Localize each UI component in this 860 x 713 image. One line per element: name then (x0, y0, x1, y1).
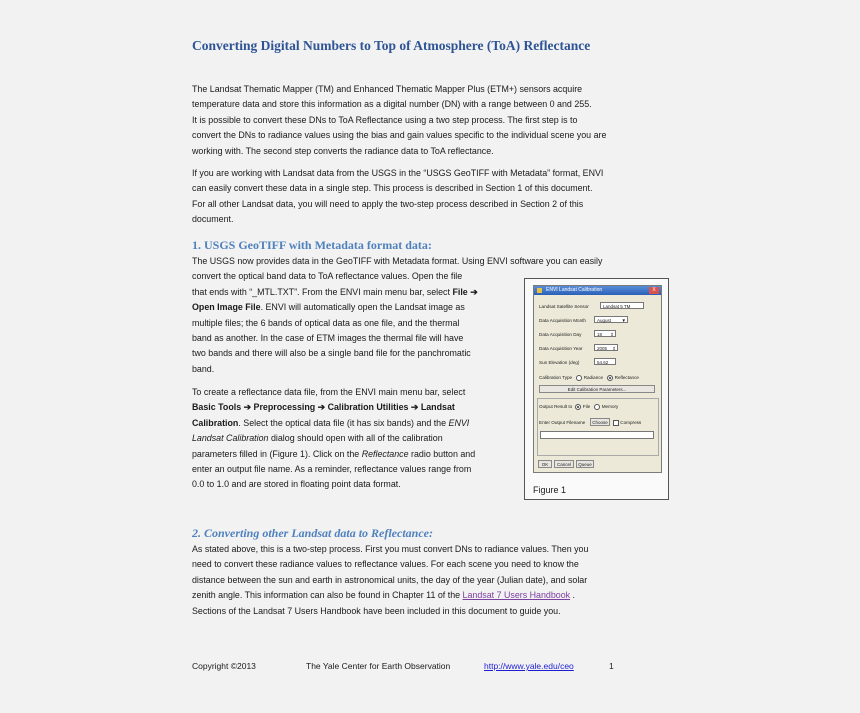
paragraph-text: radio button and (408, 448, 476, 459)
arrow-icon: ➔ (410, 402, 419, 413)
menu-calibration-utilities: Calibration Utilities (327, 402, 409, 413)
intro-line: convert the DNs to radiance values using the bias and gain values specific to the individual scene you are (192, 130, 607, 141)
paragraph-text: that ends with “_MTL.TXT”. From the ENVI main menu bar, select (192, 286, 453, 297)
footer-page-number: 1 (609, 661, 614, 671)
field-label: Data Acquisition Year (539, 346, 583, 351)
paragraph-line: As stated above, this is a two-step process. First you must convert DNs to radiance values. Then you (192, 544, 589, 554)
paragraph-line: need to convert these radiance values to reflectance values. For each scene you need to know the (192, 559, 579, 570)
paragraph-text: . Select the optical data file (it has six bands) and the (238, 417, 449, 428)
menu-calibration: Calibration (192, 417, 239, 428)
enter-output-label: Enter Output Filename (539, 420, 586, 425)
paragraph-text: . ENVI will automatically open the Landsat image as (260, 302, 465, 313)
arrow-icon: ➔ (317, 402, 326, 413)
compress-row (613, 420, 641, 426)
reflectance-radio[interactable] (607, 375, 613, 381)
file-radio[interactable] (575, 404, 581, 410)
paragraph-line: two bands and there will also be a single band file for the panchromatic (192, 348, 471, 359)
intro-line: temperature data and store this information as a digital number (DN) with a range between 0 and 255. (192, 99, 592, 110)
intro-paragraph (192, 82, 662, 159)
paragraph-text: . (570, 590, 576, 601)
file-label: File (582, 404, 591, 410)
menu-basic-tools: Basic Tools (192, 402, 242, 413)
queue-button[interactable]: Queue (576, 460, 594, 468)
paragraph-line (192, 588, 662, 603)
output-filename-input[interactable] (540, 431, 654, 439)
ok-button[interactable]: OK (538, 460, 552, 468)
dialog-window (533, 285, 662, 473)
footer-org: The Yale Center for Earth Observation (306, 661, 451, 671)
paragraph-line: convert the optical band data to ToA reflectance values. Open the file (192, 271, 463, 282)
intro-line: working with. The second step converts the radiance data to ToA reflectance. (192, 145, 494, 156)
menu-preprocessing: Preprocessing (253, 402, 316, 413)
paragraph-line: If you are working with Landsat data from the USGS in the “USGS GeoTIFF with Metadata” format, ENVI (192, 168, 604, 178)
landsat-handbook-link[interactable]: Landsat 7 Users Handbook (462, 590, 571, 601)
arrow-icon: ➔ (470, 286, 478, 297)
cancel-button[interactable]: Cancel (554, 460, 574, 468)
year-stepper[interactable] (594, 344, 618, 351)
section-1-heading: 1. USGS GeoTIFF with Metadata format data: (192, 238, 432, 252)
figure-caption: Figure 1 (533, 485, 567, 495)
section-2-paragraph (192, 542, 662, 619)
paragraph-line: For all other Landsat data, you will need to apply the two-step process described in Section 2 of this (192, 198, 584, 209)
app-icon (537, 288, 542, 293)
footer-url (484, 661, 574, 671)
menu-path (192, 400, 512, 415)
sensor-field[interactable]: Landsat 5 TM (600, 302, 644, 309)
paragraph-line: document. (192, 214, 234, 225)
field-label: Landsat Satellite Sensor (539, 304, 589, 309)
paragraph-line (192, 447, 512, 462)
field-label: Sun Elevation (deg) (539, 360, 580, 365)
intro-line: It is possible to convert these DNs to ToA Reflectance using a two step process. The first step is to (192, 114, 578, 125)
calibration-type-row (539, 375, 639, 381)
paragraph-text: parameters filled in (Figure 1). Click on the (192, 448, 362, 459)
dialog-title: ENVI Landsat Calibration (546, 287, 603, 293)
paragraph-text: dialog should open with all of the calibration (268, 433, 443, 444)
close-button[interactable]: X (649, 287, 659, 294)
paragraph-text: zenith angle. This information can also be found in Chapter 11 of the (192, 590, 463, 601)
month-select[interactable] (594, 316, 628, 323)
paragraph-line: multiple files; the 6 bands of optical data as one file, and the thermal (192, 317, 460, 328)
paragraph-line: can easily convert these data in a single step. This process is described in Section 1 of this document. (192, 183, 593, 194)
paragraph-line (192, 431, 512, 446)
paragraph-line: Sections of the Landsat 7 Users Handbook have been included in this document to guide you. (192, 605, 561, 616)
compress-checkbox[interactable] (613, 420, 619, 426)
paragraph-line (192, 416, 512, 431)
intro-line: The Landsat Thematic Mapper (TM) and Enhanced Thematic Mapper Plus (ETM+) sensors acquire (192, 84, 583, 94)
section-1-paragraph-2 (192, 385, 512, 493)
menu-file: File (452, 286, 468, 297)
dialog-titlebar (534, 286, 661, 295)
paragraph-line: enter an output file name. As a reminder, reflectance values range from (192, 464, 472, 475)
envi-paragraph (192, 166, 662, 228)
sun-elevation-field[interactable]: 54.62 (594, 358, 616, 365)
reflectance-label: Reflectance (614, 375, 639, 381)
field-label: Data Acquisition Day (539, 332, 582, 337)
field-label: Data Acquisition Month (539, 318, 586, 323)
day-stepper[interactable] (594, 330, 616, 337)
paragraph-line: band as another. In the case of ETM images the thermal file will have (192, 333, 464, 344)
paragraph-italic: Landsat Calibration (192, 433, 269, 444)
memory-label: Memory (601, 404, 619, 410)
paragraph-line: distance between the sun and earth in astronomical units, the day of the year (Julian date), and solar (192, 574, 588, 585)
year-value: 2005 (597, 346, 608, 351)
footer-copyright: Copyright ©2013 (192, 661, 256, 671)
edit-calibration-button[interactable]: Edit Calibration Parameters... (539, 385, 655, 393)
memory-radio[interactable] (594, 404, 600, 410)
menu-open-image-file: Open Image File (192, 302, 261, 313)
calibration-type-label: Calibration Type (539, 375, 573, 381)
paragraph-line: The USGS now provides data in the GeoTIFF with Metadata format. Using ENVI software you can easily (192, 256, 603, 266)
section-2-heading (192, 526, 433, 541)
stepper-icon: ⇕ (610, 332, 614, 337)
footer-url-link[interactable]: http://www.yale.edu/ceo (484, 661, 574, 671)
compress-label: Compress (620, 420, 642, 426)
section-2-heading-text: 2. Converting other Landsat data to Reflectance: (192, 526, 433, 540)
month-value: August (597, 318, 612, 323)
radiance-radio[interactable] (576, 375, 582, 381)
paragraph-line: To create a reflectance data file, from the ENVI main menu bar, select (192, 387, 466, 397)
figure-1 (524, 278, 669, 500)
document-title: Converting Digital Numbers to Top of Atmosphere (ToA) Reflectance (192, 38, 591, 53)
choose-button[interactable]: Choose (590, 418, 610, 426)
paragraph-italic: ENVI (448, 417, 470, 428)
paragraph-line: band. (192, 363, 215, 374)
arrow-icon: ➔ (243, 402, 252, 413)
paragraph-italic: Reflectance (361, 448, 409, 459)
output-label: Output Result to (539, 404, 573, 410)
output-row (539, 404, 618, 410)
chevron-down-icon: ▼ (621, 318, 626, 323)
paragraph-line: 0.0 to 1.0 and are stored in floating point data format. (192, 479, 401, 490)
day-value: 18 (597, 332, 603, 337)
menu-landsat: Landsat (420, 402, 455, 413)
radiance-label: Radiance (583, 375, 604, 381)
stepper-icon: ⇕ (612, 346, 616, 351)
